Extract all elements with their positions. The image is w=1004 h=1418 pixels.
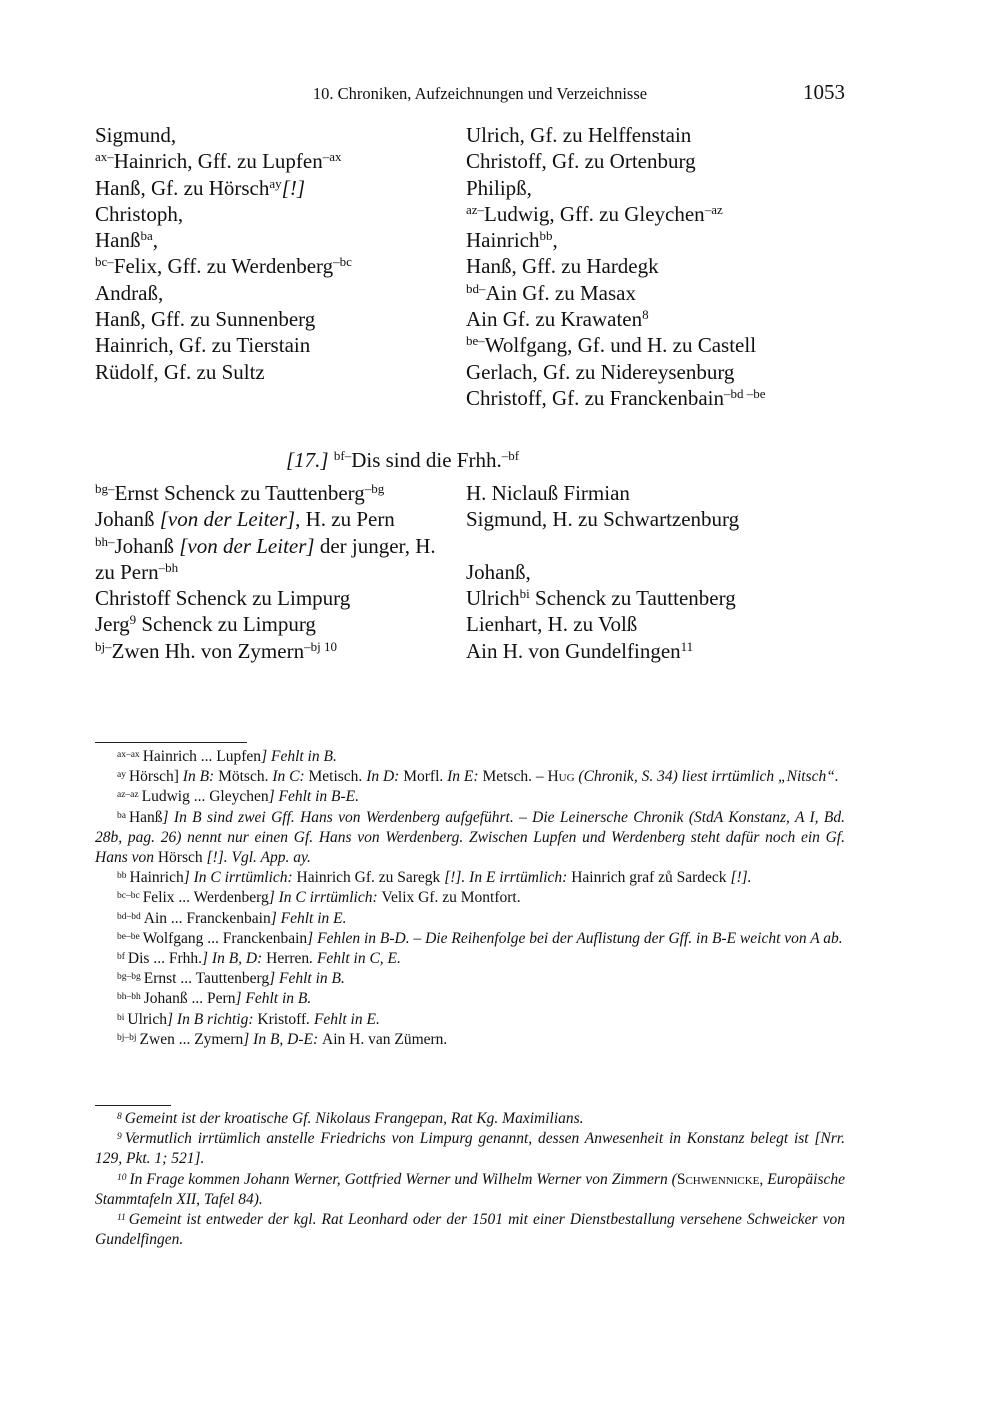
list-item: $^{bc-}$Felix, Gff. zu Werdenberg$^{-bc}$ <box>95 254 352 279</box>
list-item: $^{az-}$Ludwig, Gff. zu Gleychen$^{-az}$ <box>466 201 723 226</box>
apparatus-note: $^{ba}$ Hanß] In B sind zwei Gff. Hans von Werdenberg aufgeführt. – Die Leinersche Chronik (StdA Konstanz, A I, Bd. 28b, pag. 26) nennt nur einen Gf. Hans von Werdenberg. Zwischen Lupfen und Werdenberg steht dafür noch ein Gf. Hans von Hörsch [!]. Vgl. App. ay. <box>95 808 845 867</box>
apparatus-note: $^{be-be}$ Wolfgang ... Franckenbain] Fehlen in B-D. – Die Reihenfolge bei der Auflistung der Gff. in B-E weicht von A ab. <box>117 929 843 947</box>
apparatus-ref: ba <box>140 228 153 244</box>
footnote: $^9$ Vermutlich irrtümlich anstelle Friedrichs von Limpurg genannt, dessen Anwesenheit in Konstanz belegt ist [Nrr. 129, Pkt. 1; 521]. <box>95 1130 845 1168</box>
apparatus-ref: be– <box>466 333 485 349</box>
list-item: Hainrich, Gf. zu Tierstain <box>95 333 311 358</box>
footnote-ref: 9 <box>129 612 137 628</box>
critical-apparatus <box>95 747 845 1050</box>
list-item: Gerlach, Gf. zu Nidereysenburg <box>466 359 735 384</box>
list-item: zu Pern$^{-bh}$ <box>95 559 179 584</box>
section-heading <box>286 448 519 473</box>
footnotes <box>95 1109 845 1250</box>
list-item: $^{ax-}$Hainrich, Gff. zu Lupfen$^{-ax}$ <box>95 149 342 174</box>
list-item: $^{bg-}$Ernst Schenck zu Tauttenberg$^{-bg}$ <box>95 481 385 505</box>
list-item: Sigmund, <box>95 123 177 147</box>
apparatus-note: $^{bi}$ Ulrich] In B richtig: Kristoff. Fehlt in E. <box>117 1010 380 1028</box>
list-item: Ulrich$^{bi}$ Schenck zu Tauttenberg <box>466 586 736 611</box>
section-title: Dis sind die Frhh. <box>351 448 502 472</box>
list-item: Hanß, Gff. zu Hardegk <box>466 254 659 279</box>
apparatus-ref: bc– <box>95 254 114 270</box>
footnote: $^{10}$ In Frage kommen Johann Werner, Gottfried Werner und Wilhelm Werner von Zimmern (Schwennicke, Europäische Stammtafeln XII, Tafel 84). <box>95 1170 845 1208</box>
list-item: Ain H. von Gundelfingen$^{11}$ <box>466 638 694 663</box>
list-item: $^{bd-}$Ain Gf. zu Masax <box>466 280 636 305</box>
footnote-ref: 8 <box>642 307 649 323</box>
apparatus-note: $^{az-az}$ Ludwig ... Gleychen] Fehlt in B-E. <box>117 788 360 806</box>
list-item: Hanß, Gf. zu Hörsch$^{ay}$[!] <box>95 175 305 200</box>
blank-line <box>466 533 739 559</box>
apparatus-note: $^{bc-bc}$ Felix ... Werdenberg] In C irrtümlich: Velix Gf. zu Montfort. <box>117 889 521 907</box>
barons-list-left <box>95 480 436 664</box>
apparatus-ref: –bf <box>501 448 520 463</box>
counts-list-left <box>95 122 352 385</box>
apparatus-note: $^{bg-bg}$ Ernst ... Tauttenberg] Fehlt in B. <box>117 970 345 988</box>
list-item: Christoff, Gf. zu Ortenburg <box>466 149 696 174</box>
list-item: Philipß, <box>466 175 532 200</box>
running-header <box>95 80 845 108</box>
list-item: $^{bh-}$Johanß [von der Leiter] der junger, H. <box>95 533 436 558</box>
list-item: Sigmund, H. zu Schwartzenburg <box>466 507 740 532</box>
apparatus-ref: bb <box>539 228 553 244</box>
list-item: Johanß [von der Leiter], H. zu Pern <box>95 507 395 532</box>
apparatus-note: $^{bj-bj}$ Zwen ... Zymern] In B, D-E: Ain H. van Zümern. <box>117 1030 448 1048</box>
list-item: $^{be-}$Wolfgang, Gf. und H. zu Castell <box>466 333 757 358</box>
running-title: 10. Chroniken, Aufzeichnungen und Verzeichnisse <box>312 84 648 103</box>
apparatus-note: $^{bf}$ Dis ... Frhh.] In B, D: Herren. Fehlt in C, E. <box>117 950 401 968</box>
list-item: Christoff Schenck zu Limpurg <box>95 586 351 611</box>
apparatus-note: $^{bd-bd}$ Ain ... Franckenbain] Fehlt in E. <box>117 909 347 927</box>
list-item: Rüdolf, Gf. zu Sultz <box>95 359 265 384</box>
list-item: Lienhart, H. zu Volß <box>466 612 638 637</box>
list-item: Hanß, Gff. zu Sunnenberg <box>95 307 316 332</box>
list-item: Christoph, <box>95 201 184 226</box>
apparatus-note: $^{ay}$ Hörsch] In B: Mötsch. In C: Metisch. In D: Morfl. In E: Metsch. – Hug (Chronik, S. 34) liest irrtümlich „Nitsch“. <box>117 768 839 786</box>
footnote-rule <box>95 1105 171 1106</box>
apparatus-note: $^{bb}$ Hainrich] In C irrtümlich: Hainrich Gf. zu Saregk [!]. In E irrtümlich: Hainrich graf zů Sardeck [!]. <box>117 869 752 887</box>
list-item: Hanß$^{ba}$, <box>95 228 159 253</box>
counts-list-right <box>466 122 766 411</box>
page-number: 1053 <box>803 80 845 104</box>
list-item: $^{bj-}$Zwen Hh. von Zymern$^{-bj 10}$ <box>95 638 337 663</box>
list-item: Andraß, <box>95 280 164 305</box>
list-item: H. Niclauß Firmian <box>466 481 630 505</box>
list-item: Ain Gf. zu Krawaten$^8$ <box>466 307 649 332</box>
apparatus-rule <box>95 742 247 743</box>
apparatus-ref: ay <box>269 175 282 191</box>
apparatus-ref: bd– <box>466 280 486 296</box>
apparatus-ref: –bd –be <box>723 385 766 401</box>
apparatus-note: $^{bh-bh}$ Johanß ... Pern] Fehlt in B. <box>117 990 312 1008</box>
section-number: [17.] <box>286 448 329 472</box>
editor-note: [!] <box>281 175 305 200</box>
barons-list-right <box>466 480 739 664</box>
list-item: Hainrich$^{bb}$, <box>466 228 558 253</box>
apparatus-ref: –az <box>704 201 723 217</box>
apparatus-ref: az– <box>466 201 485 217</box>
footnote-ref: 11 <box>680 638 694 654</box>
list-item: Ulrich, Gf. zu Helffenstain <box>466 123 692 147</box>
apparatus-ref: ax– <box>95 149 114 165</box>
footnote: $^{11}$ Gemeint ist entweder der kgl. Rat Leonhard oder der 1501 mit einer Dienstbestallung versehene Schweicker von Gundelfingen. <box>95 1211 845 1249</box>
apparatus-ref: –bc <box>333 254 352 270</box>
apparatus-ref: bf– <box>333 448 352 463</box>
footnote: $^8$ Gemeint ist der kroatische Gf. Nikolaus Frangepan, Rat Kg. Maximilians. <box>117 1110 584 1127</box>
list-item: Johanß, <box>466 559 531 584</box>
apparatus-ref: –ax <box>322 149 342 165</box>
list-item: Jerg$^9$ Schenck zu Limpurg <box>95 612 316 637</box>
apparatus-ref: bi <box>519 586 530 602</box>
list-item: Christoff, Gf. zu Franckenbain$^{-bd -be}$ <box>466 385 766 410</box>
apparatus-note: $^{ax-ax}$ Hainrich ... Lupfen] Fehlt in B. <box>117 748 337 765</box>
